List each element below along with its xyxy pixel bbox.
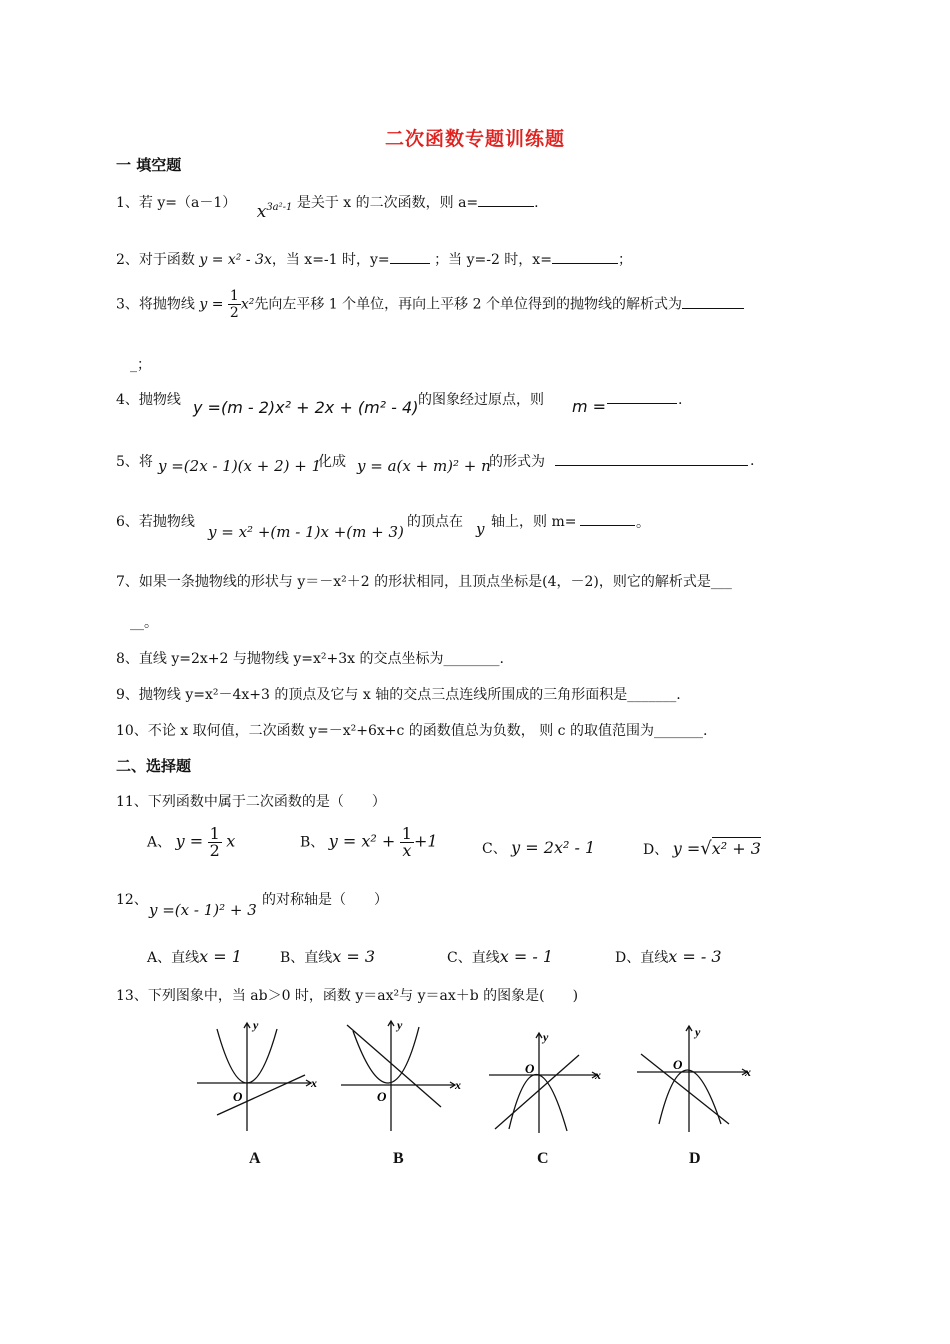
q12-option-c[interactable] [447,947,553,967]
q6-formula: y = x² +(m - 1)x +(m + 3) [208,523,404,541]
question-1 [116,192,539,222]
graph-c-origin-label: O [525,1061,535,1076]
q11-option-c[interactable] [482,838,595,858]
q4-end: . [678,392,683,408]
q3-formula-right: x² [240,296,255,313]
graph-c-y-label: y [543,1030,549,1044]
q11-b-num: 1 [401,824,412,843]
q12-text: 的对称轴是（ ） [262,892,388,908]
graph-d[interactable] [633,1020,758,1135]
q6-y: y [476,520,485,538]
q11-option-b-fraction [400,826,414,859]
q5-end: . [750,453,755,469]
q11-option-d-label: D、 [643,842,669,858]
graph-a-x-label: x [311,1076,317,1090]
graph-d-parabola [659,1070,721,1124]
graph-d-x-label: x [745,1065,751,1079]
q12-b-formula: x = 3 [332,947,376,966]
question-3 [116,288,744,321]
q1-blank[interactable] [478,194,534,207]
q11-option-b[interactable] [300,826,438,859]
question-5 [116,451,153,471]
question-11: 11、下列函数中属于二次函数的是（ ） [116,794,386,810]
q1-exponent: 3a²-1 [266,202,293,213]
question-2 [116,249,632,269]
q6-text: 轴上，则 m= [491,514,577,530]
q11-option-a-label: A、 [147,834,172,851]
q11-a-den: 2 [209,841,220,860]
question-4 [116,389,181,409]
q4-text: 的图象经过原点，则 [418,392,544,408]
graph-b-origin-label: O [377,1089,387,1104]
graph-c[interactable] [485,1025,610,1135]
question-10: 10、不论 x 取何值，二次函数 y=－x²+6x+c 的函数值总为负数， 则 c 的取值范围为_______. [116,723,708,739]
graph-d-y-label: y [695,1025,701,1039]
q3-numerator: 1 [229,288,239,304]
graph-b-line [347,1025,441,1107]
q11-option-a-fraction [208,826,222,859]
q11-b-den: x [402,841,412,860]
graph-a-line [217,1075,305,1115]
question-8: 8、直线 y=2x+2 与抛物线 y=x²+3x 的交点坐标为________. [116,651,504,667]
graph-a-label: A [249,1150,261,1167]
graph-c-parabola [509,1074,567,1131]
q2-mid: ，当 x=-1 时，y= [271,252,390,268]
q1-text: 是关于 x 的二次函数，则 a= [296,195,479,211]
q12-option-a[interactable] [147,947,242,967]
q11-option-c-label: C、 [482,841,507,857]
q11-option-a-left: y = [175,831,204,851]
q5-mid: 化成 [318,454,346,470]
q2-blank-2[interactable] [552,251,618,264]
q5-prefix: 5、将 [116,454,153,470]
q11-option-d[interactable] [643,838,761,859]
graph-c-line [495,1055,579,1129]
q1-end: . [534,195,539,211]
q12-c-label: C、直线 [447,950,500,966]
q1-prefix: 1、若 y=（a－1） [116,195,237,211]
q12-c-formula: x = - 1 [499,947,553,966]
q11-option-b-label: B、 [300,834,325,851]
q6-mid: 的顶点在 [407,514,463,530]
q3-blank[interactable] [682,296,744,309]
q12-d-formula: x = - 3 [668,947,722,966]
q2-prefix: 2、对于函数 [116,252,195,268]
q12-a-formula: x = 1 [199,947,242,966]
q12-formula: y =(x - 1)² + 3 [149,901,257,919]
q11-option-c-formula: y = 2x² - 1 [511,838,596,857]
graph-b-parabola [353,1027,419,1083]
q4-prefix: 4、抛物线 [116,392,181,408]
graph-c-x-label: x [595,1068,601,1082]
graph-a[interactable] [193,1015,323,1135]
graph-d-origin-label: O [673,1057,683,1072]
q11-option-d-left: y = [672,839,701,858]
graph-d-line [641,1054,729,1124]
q11-a-num: 1 [209,824,220,843]
q3-formula-left: y = [199,296,224,313]
q11-option-b-left: y = x² + [328,831,396,851]
graph-d-label: D [689,1150,701,1167]
q5-formula-1: y =(2x - 1)(x + 2) + 1 [158,457,322,475]
graph-b[interactable] [337,1015,467,1135]
q3-continued: _； [130,357,151,373]
q3-fraction [228,288,241,321]
q3-prefix: 3、将抛物线 [116,296,195,313]
q11-option-a-right: x [226,831,236,851]
q1-x: $x^{3a^2-1}$ [256,202,293,222]
q12-option-b[interactable] [280,947,375,967]
question-6 [116,511,195,531]
q6-blank[interactable] [580,525,635,526]
question-9: 9、抛物线 y=x²－4x+3 的顶点及它与 x 轴的交点三点连线所围成的三角形面积是_______. [116,687,681,703]
q2-end: ； [617,252,632,268]
section-heading-choice: 二、选择题 [116,757,192,775]
q4-m: m = [572,397,607,416]
q11-option-a[interactable] [147,826,235,859]
graph-b-label: B [393,1150,404,1167]
question-7: 7、如果一条抛物线的形状与 y＝－x²＋2 的形状相同，且顶点坐标是(4，－2)，则它的解析式是___ [116,574,732,590]
q6-prefix: 6、若抛物线 [116,514,195,530]
q11-option-d-radicand: x² + 3 [711,839,761,858]
graph-b-y-label: y [397,1018,403,1032]
q2-blank-1[interactable] [390,251,430,264]
q12-b-label: B、直线 [280,950,333,966]
section-heading-fill-blank: 一 填空题 [116,156,182,174]
graph-b-x-label: x [455,1078,461,1092]
q4-blank[interactable] [607,403,677,404]
q5-blank[interactable] [555,465,748,466]
question-13: 13、下列图象中，当 ab＞0 时，函数 y＝ax²与 y＝ax＋b 的图象是( ) [116,988,579,1004]
q7-continued: __。 [130,615,158,631]
q5-formula-2: y = a(x + m)² + n [357,457,491,475]
q3-denominator: 2 [229,305,239,321]
q2-mid2: ；当 y=-2 时，x= [434,252,552,268]
q11-option-b-right: +1 [413,831,438,851]
radical-sign-icon: √ [700,838,712,859]
graph-c-label: C [537,1150,549,1167]
q12-option-d[interactable] [615,947,722,967]
q3-text: 先向左平移 1 个单位，再向上平移 2 个单位得到的抛物线的解析式为 [254,296,682,313]
q4-formula: y =(m - 2)x² + 2x + (m² - 4) [193,398,419,417]
graph-a-origin-label: O [233,1089,243,1104]
page-title: 二次函数专题训练题 [384,128,565,150]
q6-end: 。 [636,515,650,531]
q2-formula: y = x² - 3x [199,252,272,268]
q12-a-label: A、直线 [147,950,200,966]
q5-text: 的形式为 [489,454,545,470]
q12-d-label: D、直线 [615,950,669,966]
question-12-prefix: 12、 [116,892,148,908]
graph-a-y-label: y [253,1018,259,1032]
